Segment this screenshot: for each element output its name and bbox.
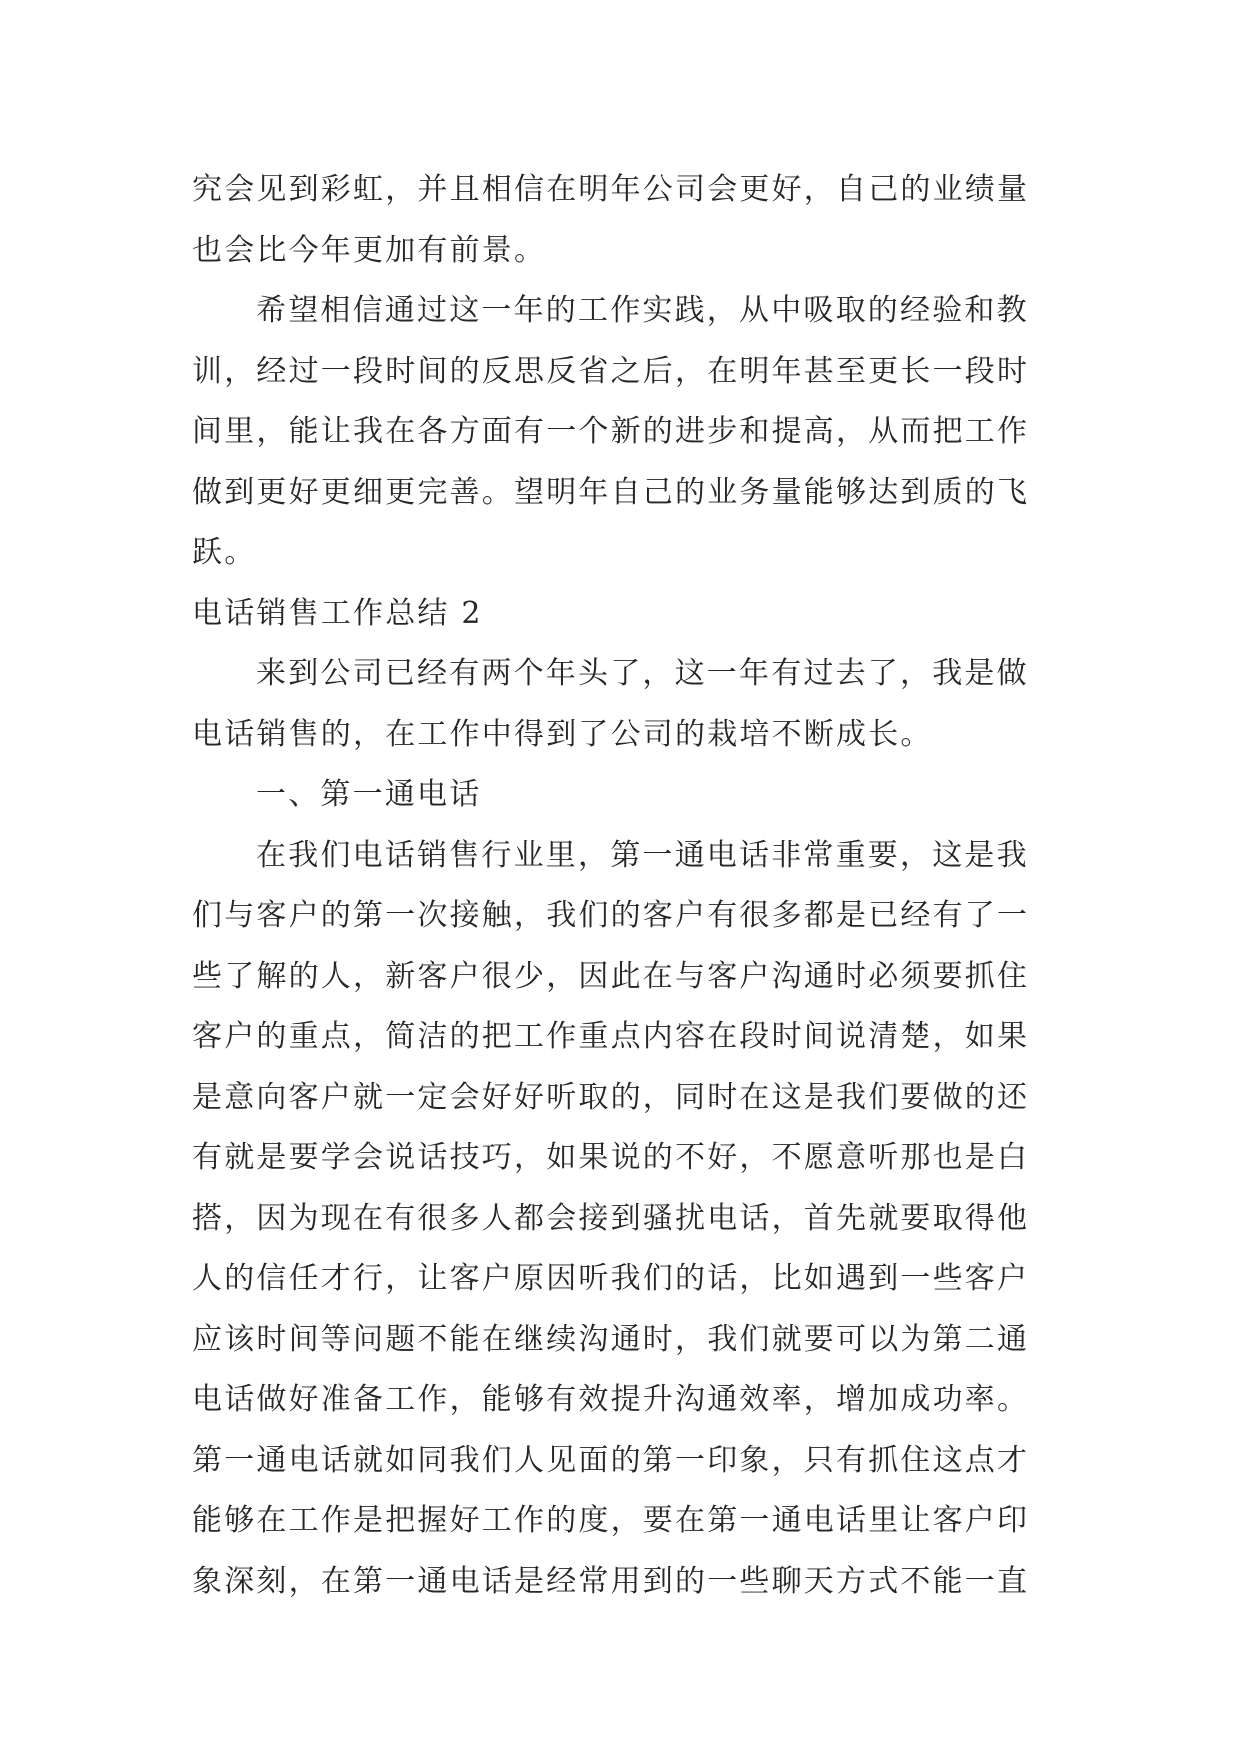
text-line: 做到更好更细更完善。望明年自己的业务量能够达到质的飞 [192, 474, 1030, 510]
text-line: 间里，能让我在各方面有一个新的进步和提高，从而把工作 [192, 414, 1030, 449]
text-line: 跃。 [192, 535, 257, 570]
text-line: 们与客户的第一次接触，我们的客户有很多都是已经有了一 [192, 898, 1030, 933]
text-line: 搭，因为现在有很多人都会接到骚扰电话，首先就要取得他 [192, 1200, 1030, 1236]
text-line: 一、第一通电话 [256, 777, 482, 812]
text-line: 电话销售的，在工作中得到了公司的栽培不断成长。 [192, 716, 933, 752]
text-line: 些了解的人，新客户很少，因此在与客户沟通时必须要抓住 [192, 958, 1030, 994]
body-text [192, 160, 1072, 1612]
text-line: 在我们电话销售行业里，第一通电话非常重要，这是我 [256, 837, 1029, 873]
text-line: 象深刻，在第一通电话是经常用到的一些聊天方式不能一直 [192, 1563, 1030, 1599]
text-line: 客户的重点，简洁的把工作重点内容在段时间说清楚，如果 [192, 1019, 1030, 1054]
text-line: 第一通电话就如同我们人见面的第一印象，只有抓住这点才 [192, 1442, 1030, 1478]
text-line: 希望相信通过这一年的工作实践，从中吸取的经验和教 [256, 293, 1029, 328]
text-line: 有就是要学会说话技巧，如果说的不好，不愿意听那也是白 [192, 1140, 1030, 1175]
text-line: 是意向客户就一定会好好听取的，同时在这是我们要做的还 [192, 1079, 1030, 1115]
text-line: 究会见到彩虹，并且相信在明年公司会更好，自己的业绩量 [192, 172, 1030, 207]
text-line: 训，经过一段时间的反思反省之后，在明年甚至更长一段时 [192, 353, 1030, 389]
text-line: 人的信任才行，让客户原因听我们的话，比如遇到一些客户 [192, 1261, 1030, 1296]
text-line: 能够在工作是把握好工作的度，要在第一通电话里让客户印 [192, 1503, 1030, 1538]
text-line: 应该时间等问题不能在继续沟通时，我们就要可以为第二通 [192, 1321, 1030, 1357]
text-line: 电话做好准备工作，能够有效提升沟通效率，增加成功率。 [192, 1382, 1030, 1417]
text-line: 也会比今年更加有前景。 [192, 232, 547, 268]
text-line: 来到公司已经有两个年头了，这一年有过去了，我是做 [256, 656, 1029, 691]
section-heading: 电话销售工作总结 2 [192, 595, 483, 631]
